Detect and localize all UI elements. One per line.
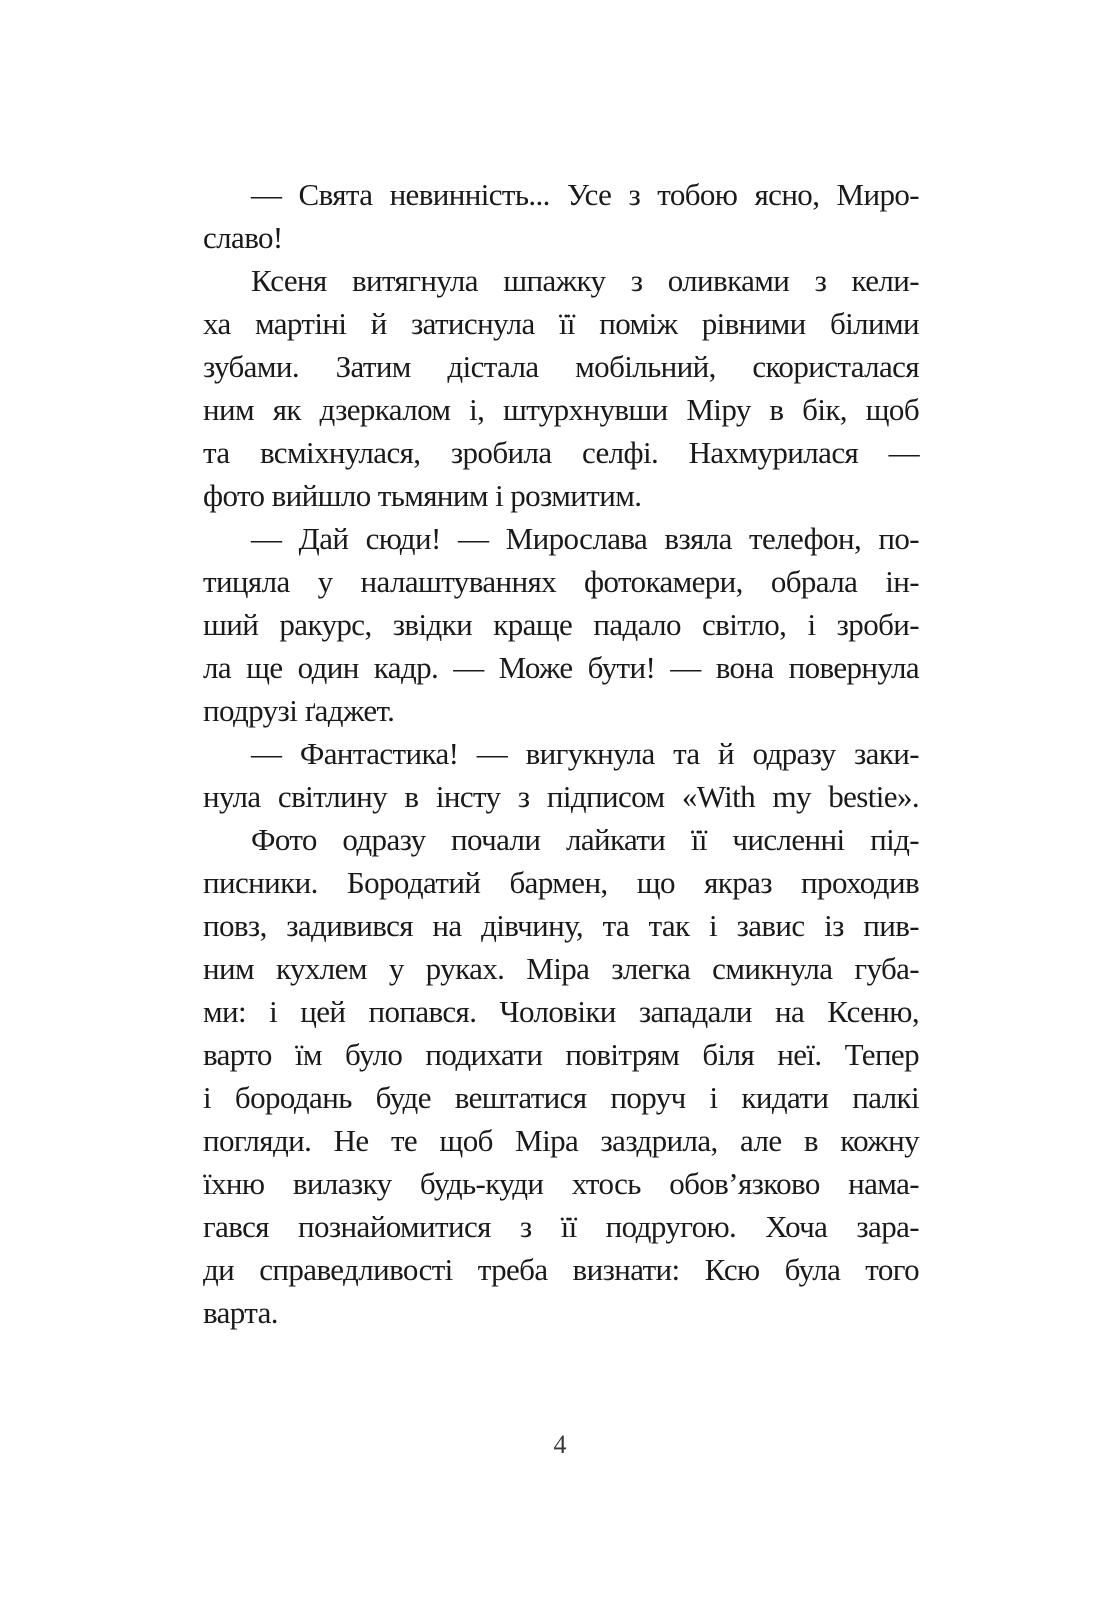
- text-line: ха мартіні й затиснула її поміж рівними білими: [203, 306, 919, 341]
- text-line: і бородань буде вештатися поруч і кидати палкі: [203, 1080, 919, 1115]
- text-line: славо!: [203, 220, 283, 255]
- text-line: тицяла у налаштуваннях фотокамери, обрала ін-: [203, 564, 919, 599]
- text-line: варта.: [203, 1295, 278, 1330]
- text-line: повз, задивився на дівчину, та так і завис із пив-: [203, 908, 919, 943]
- text-line: Ксеня витягнула шпажку з оливками з кели-: [251, 263, 919, 298]
- text-line: їхню вилазку будь-куди хтось обов’язково нама-: [203, 1166, 919, 1201]
- text-line: — Дай сюди! — Мирослава взяла телефон, по-: [251, 521, 919, 556]
- text-line: — Фантастика! — вигукнула та й одразу заки-: [251, 736, 919, 771]
- text-line: варто їм було подихати повітрям біля неї. Тепер: [203, 1037, 919, 1072]
- body-text: [203, 173, 919, 1334]
- text-line: гався познайомитися з її подругою. Хоча зара-: [203, 1209, 919, 1244]
- text-line: та всміхнулася, зробила селфі. Нахмурилася —: [203, 435, 919, 470]
- text-line: подрузі ґаджет.: [203, 693, 395, 728]
- text-line: ним кухлем у руках. Міра злегка смикнула губа-: [203, 951, 919, 986]
- paragraph-3: [203, 517, 919, 732]
- text-line: ми: і цей попався. Чоловіки западали на Ксеню,: [203, 994, 919, 1029]
- text-line: ший ракурс, звідки краще падало світло, і зроби-: [203, 607, 919, 642]
- text-line: Фото одразу почали лайкати її численні під-: [251, 822, 919, 857]
- text-line: нула світлину в інсту з підписом «With my bestie».: [203, 779, 919, 814]
- paragraph-5: [203, 818, 919, 1334]
- paragraph-4: [203, 732, 919, 818]
- page-number: 4: [553, 1430, 567, 1459]
- text-line: погляди. Не те щоб Міра заздрила, але в кожну: [203, 1123, 919, 1158]
- text-line: фото вийшло тьмяним і розмитим.: [203, 478, 642, 513]
- text-line: ди справедливості треба визнати: Ксю була того: [203, 1252, 919, 1287]
- text-line: — Свята невинність... Усе з тобою ясно, Миро-: [251, 177, 919, 212]
- text-line: ним як дзеркалом і, штурхнувши Міру в бік, щоб: [203, 392, 919, 427]
- text-line: зубами. Затим дістала мобільний, скористалася: [203, 349, 919, 384]
- paragraph-1: [203, 173, 919, 259]
- text-line: писники. Бородатий бармен, що якраз проходив: [203, 865, 919, 900]
- paragraph-2: [203, 259, 919, 517]
- text-line: ла ще один кадр. — Може бути! — вона повернула: [203, 650, 919, 685]
